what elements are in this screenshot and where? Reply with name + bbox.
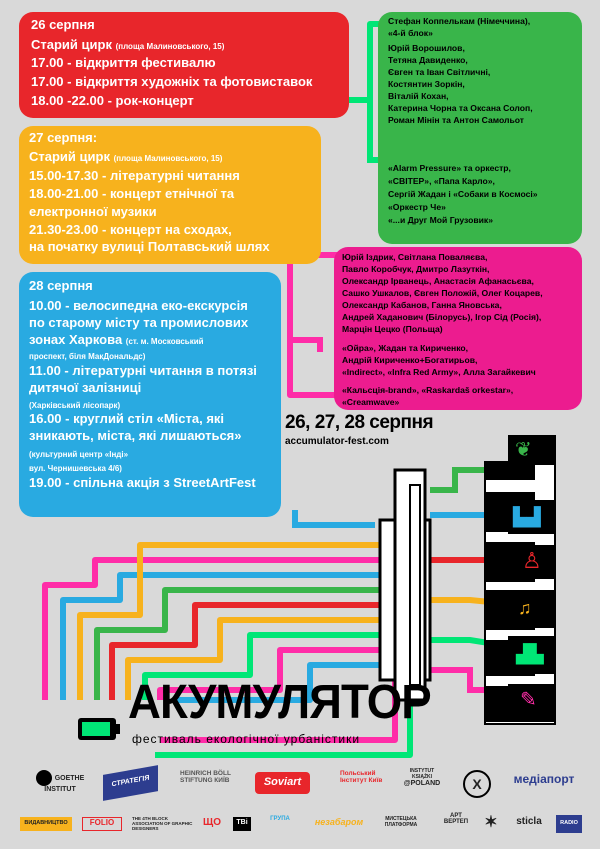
person-icon: ♙ [522, 548, 542, 573]
day28-line: 19.00 - спільна акція з StreetArtFest [29, 475, 256, 490]
city-icon: ▙▟ [513, 507, 541, 527]
day27-box [19, 126, 321, 264]
bird-logo: ГРУПА [270, 816, 290, 822]
day28-line: 10.00 - велосипедна еко-екскурсія [29, 298, 248, 313]
day28-line: (Харківський лісопарк) [29, 401, 121, 410]
day27-item: електронної музики [29, 204, 157, 219]
day28-line: вул. Чернишевська 4/6) [29, 464, 122, 473]
x-logo: X [463, 770, 491, 798]
day27-item: 18.00-21.00 - концерт етнічної та [29, 186, 235, 201]
day28-line: 16.00 - круглий стіл «Міста, які [29, 411, 225, 426]
fourth-block-logo: THE 4TH BLOCK ASSOCIATION OF GRAPHIC DESIGNERS [132, 816, 193, 831]
media-port-logo: медіапорт [513, 772, 575, 786]
list-item: Олександр Ірванець, Анастасія Афанасьєва, [342, 276, 534, 286]
day28-line: зонах Харкова (ст. м. Московський [29, 332, 204, 347]
list-item: Андрей Хаданович (Білорусь), Ігор Сід (Росія), [342, 312, 542, 322]
list-item: Стефан Коппелькам (Німеччина), [388, 16, 531, 26]
list-item: Павло Коробчук, Дмитро Лазуткін, [342, 264, 490, 274]
list-item: Андрій Кириченко+Богатирьов, [342, 355, 478, 365]
day28-line: дитячої залізниці [29, 380, 142, 395]
list-item: Марцін Цецко (Польща) [342, 324, 443, 334]
list-item: «Alarm Pressure» та оркестр, [388, 163, 511, 173]
list-item: «Кальсція-brand», «Raskardaš orkestar», [342, 385, 514, 395]
day28-line: проспект, біля МакДональдс) [29, 352, 146, 361]
magenta-artists-box [334, 247, 582, 410]
day26-item: 17.00 - відкриття художніх та фотовиставок [31, 74, 313, 89]
list-item: Сашко Ушкалов, Євген Положій, Олег Коцарев, [342, 288, 543, 298]
list-item: Костянтин Зоркін, [388, 79, 465, 89]
workshop-logo: МИСТЕЦЬКА ПЛАТФОРМА [384, 816, 418, 828]
list-item: «4-й блок» [388, 28, 433, 38]
day27-date: 27 серпня: [29, 130, 98, 145]
day27-item: 15.00-17.30 - літературні читання [29, 168, 240, 183]
guitar-icon: ♫ [518, 598, 532, 618]
poland-logo: @POLAND [403, 780, 441, 787]
list-item: Роман Мінін та Антон Самольот [388, 115, 525, 125]
star-logo: ✶ [484, 814, 498, 831]
day26-venue: Старий цирк (площа Малиновського, 15) [31, 37, 225, 52]
list-item: Сергій Жадан і «Собаки в Космосі» [388, 189, 538, 199]
factory-icon: ▟▙ [516, 644, 544, 664]
list-item: «СВІТЕР», «Папа Карло», [388, 176, 495, 186]
day26-box [19, 12, 349, 118]
day28-date: 28 серпня [29, 278, 93, 293]
day27-item: 21.30-23.00 - концерт на сходах, [29, 222, 232, 237]
festival-subtitle: фестиваль екологічної урбаністики [132, 732, 361, 746]
list-item: Тетяна Давиденко, [388, 55, 468, 65]
green-artists-box [378, 12, 582, 244]
list-item: «Ойра», Жадан та Кириченко, [342, 343, 469, 353]
list-item: «Creamwave» [342, 397, 400, 407]
art-vertep-logo: АРТ ВЕРТЕП [443, 813, 469, 825]
radio-logo: RADIO [556, 815, 582, 833]
soviart-logo: Soviart [255, 772, 310, 794]
list-item: Юрій Ворошилов, [388, 43, 465, 53]
day28-line: зникають, міста, які лишаються» [29, 428, 242, 443]
day28-line: 11.00 - літературні читання в потязі [29, 363, 257, 378]
book-institute-logo: INSTYTUT KSIĄŻKI [409, 768, 435, 780]
goethe-logo: GOETHE INSTITUT [30, 770, 90, 798]
list-item: «Оркестр Че» [388, 202, 446, 212]
list-item: Віталій Кохан, [388, 91, 449, 101]
day26-item: 18.00 -22.00 - рок-концерт [31, 93, 194, 108]
festival-dates: 26, 27, 28 серпня [285, 412, 434, 433]
festival-title: АКУМУЛЯТОР [128, 676, 431, 729]
tv-logo: ТВі [233, 817, 251, 831]
sticla-logo: sticla [516, 816, 542, 827]
list-item: «...и Друг Мой Грузовик» [388, 215, 493, 225]
spray-can-icon: ✎ [520, 689, 537, 711]
list-item: Юрій Іздрик, Світлана Поваляєва, [342, 252, 488, 262]
day27-item: на початку вулиці Полтавський шлях [29, 239, 270, 254]
list-item: Катерина Чорна та Оксана Солоп, [388, 103, 533, 113]
boell-logo: HEINRICH BÖLL STIFTUNG КИЇВ [180, 770, 231, 784]
literature-logo: СТРАТЕГІЯ [103, 765, 158, 801]
publisher-logo: ВИДАВНИЦТВО [20, 817, 72, 831]
nezabarom-logo: незабаром [314, 817, 364, 827]
list-item: Олександр Кабанов, Ганна Яновська, [342, 300, 502, 310]
folio-logo: FOLIO [82, 817, 122, 831]
day26-date: 26 серпня [31, 17, 95, 32]
list-item: Євген та Іван Світличні, [388, 67, 491, 77]
day26-item: 17.00 - відкриття фестивалю [31, 55, 216, 70]
leaf-icon: ❦ [515, 439, 532, 461]
day28-box [19, 272, 281, 517]
day28-line: (культурний центр «Інді» [29, 450, 129, 459]
polish-institute-logo: Польський Інститут Київ [340, 770, 383, 784]
list-item: «Indirect», «Infra Red Army», Алла Загайкевич [342, 367, 536, 377]
day27-venue: Старий цирк (площа Малиновського, 15) [29, 149, 223, 164]
day28-line: по старому місту та промислових [29, 315, 249, 330]
shchso-logo: ЩО [203, 817, 221, 828]
festival-site: accumulator-fest.com [285, 436, 389, 447]
